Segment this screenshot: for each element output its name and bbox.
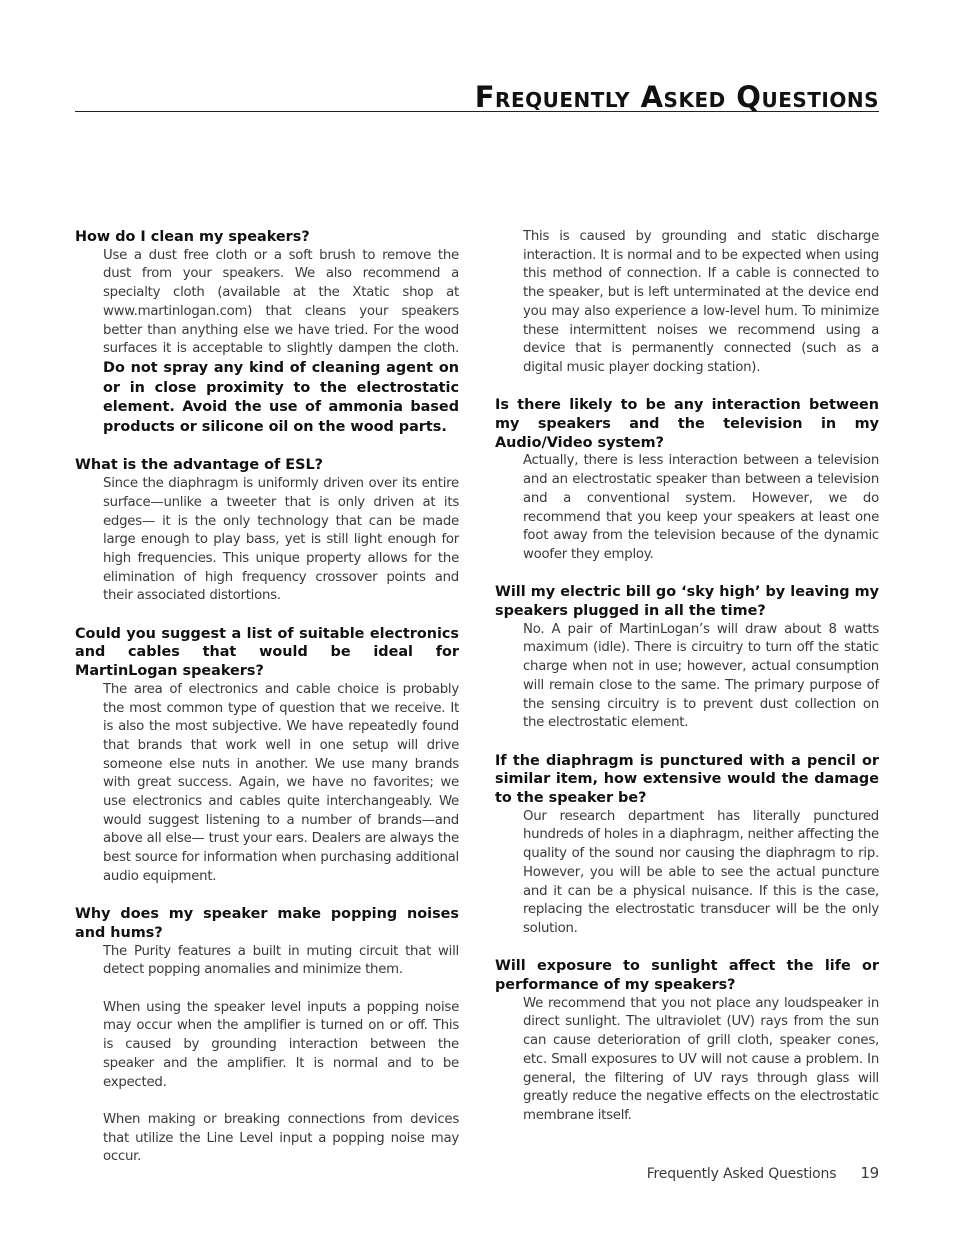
faq-question: How do I clean my speakers? bbox=[75, 229, 310, 245]
faq-item-sunlight bbox=[495, 957, 879, 1125]
faq-item-popping-noises bbox=[75, 905, 459, 1167]
title-divider bbox=[75, 111, 879, 112]
faq-answer: Since the diaphragm is uniformly driven over its entire surface—unlike a tweeter that is only driven at its edges— it is the only technology that can be made large enough to play bass, yet is still light enough for high frequencies. This unique property allows for the elimination of high frequency crossover points and their associated distortions. bbox=[103, 476, 459, 604]
page-title: Frequently Asked Questions bbox=[474, 80, 879, 114]
faq-question: Is there likely to be any interaction between my speakers and the television in my Audio/Video system? bbox=[495, 397, 879, 451]
faq-answer-paragraph: When making or breaking connections from devices that utilize the Line Level input a popping noise may occur. bbox=[103, 1111, 459, 1165]
faq-answer-warning: Do not spray any kind of cleaning agent on or in close proximity to the electrostatic element. Avoid the use of ammonia based products or silicone oil on the wood parts. bbox=[103, 359, 459, 436]
faq-answer-paragraph: When using the speaker level inputs a popping noise may occur when the amplifier is turned on or off. This is caused by grounding interaction between the speaker and the amplifier. It is normal and to be expected. bbox=[103, 999, 459, 1090]
faq-question: Could you suggest a list of suitable electronics and cables that would be ideal for MartinLogan speakers? bbox=[75, 625, 459, 680]
page-footer bbox=[647, 1163, 879, 1184]
faq-answer bbox=[103, 247, 459, 438]
faq-item-esl-advantage bbox=[75, 456, 459, 606]
faq-answer: We recommend that you not place any loudspeaker in direct sunlight. The ultraviolet (UV) rays from the sun can cause deterioration of grill cloth, speaker cones, etc. Small exposures to UV will not cause a problem. In general, the filtering of UV rays through glass will greatly reduce the negative effects on the electrostatic membrane itself. bbox=[523, 995, 879, 1123]
faq-question: What is the advantage of ESL? bbox=[75, 457, 323, 474]
faq-answer-continuation: This is caused by grounding and static discharge interaction. It is normal and to be expected when using this method of connection. If a cable is connected to the speaker, but is left unterminated at the device end you may also experience a low-level hum. To minimize these intermittent noises we recommend using a device that is permanently connected (such as a digital music player docking station). bbox=[523, 229, 879, 375]
faq-answer-paragraph: The Purity features a built in muting circuit that will detect popping anomalies and minimize them. bbox=[103, 943, 459, 978]
faq-item-television bbox=[495, 396, 879, 564]
faq-item-diaphragm-puncture bbox=[495, 752, 879, 939]
footer-section-label: Frequently Asked Questions bbox=[646, 1166, 837, 1182]
faq-answer-text: Use a dust free cloth or a soft brush to remove the dust from your speakers. We also recommend a specialty cloth (available at the Xtatic shop at www.martinlogan.com) that cleans your speakers better than anything else we have tried. For the wood surfaces it is acceptable to slightly dampen the cloth. bbox=[103, 247, 459, 357]
faq-item-popping-continued bbox=[495, 228, 879, 378]
faq-question: Will exposure to sunlight affect the life or performance of my speakers? bbox=[495, 958, 879, 994]
faq-question: If the diaphragm is punctured with a pencil or similar item, how extensive would the damage to the speaker be? bbox=[495, 752, 879, 807]
left-column bbox=[75, 228, 459, 1186]
faq-item-electric-bill bbox=[495, 583, 879, 733]
faq-answer: No. A pair of MartinLogan’s will draw about 8 watts maximum (idle). There is circuitry to turn off the static charge when not in use; however, actual consumption will remain close to the same. The primary purpose of the sensing circuitry is to prevent dust collection on the electrostatic element. bbox=[523, 621, 879, 731]
faq-question: Will my electric bill go ‘sky high’ by leaving my speakers plugged in all the time? bbox=[495, 584, 879, 620]
faq-answer: The area of electronics and cable choice is probably the most common type of question that we receive. It is also the most subjective. We have repeatedly found that brands that work well in one setup will drive someone else nuts in another. We use many brands with great success. Again, we have no favorites; we use electronics and cables quite interchangeably. We would suggest listening to a number of brands—and above all else— trust your ears. Dealers are always the best source for information when purchasing additional audio equipment. bbox=[103, 681, 459, 884]
page-number: 19 bbox=[860, 1164, 879, 1182]
faq-item-cleaning bbox=[75, 228, 459, 438]
faq-item-electronics bbox=[75, 625, 459, 887]
faq-answer: Our research department has literally punctured hundreds of holes in a diaphragm, neither affecting the quality of the sound nor causing the diaphragm to rip. However, you will be able to see the actual puncture and it can be a physical nuisance. If this is the case, replacing the electrostatic transducer will be the only solution. bbox=[523, 808, 879, 936]
right-column bbox=[495, 228, 879, 1144]
faq-question: Why does my speaker make popping noises and hums? bbox=[75, 906, 459, 941]
faq-answer: Actually, there is less interaction between a television and an electrostatic speaker than between a television and a conventional system. However, we do recommend that you keep your speakers at least one foot away from the television because of the dynamic woofer they employ. bbox=[523, 453, 879, 562]
